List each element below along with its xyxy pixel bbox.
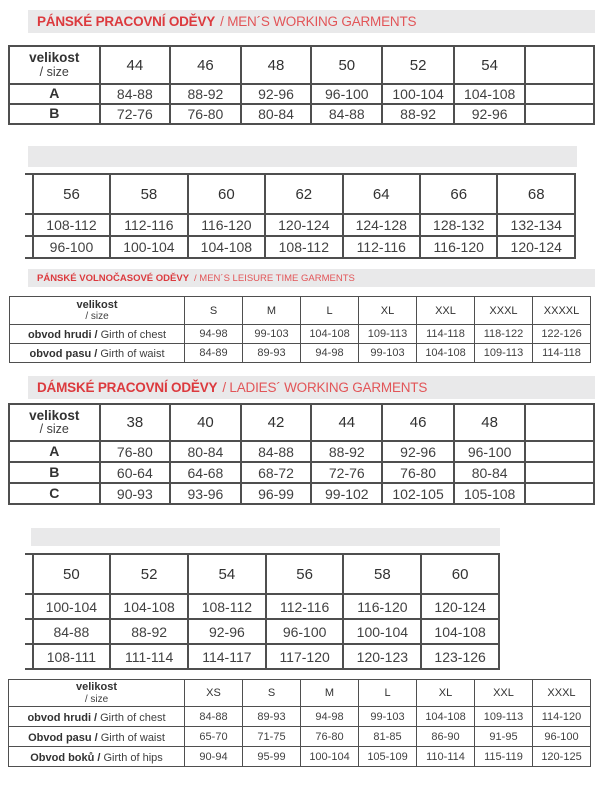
clipped-extra-column xyxy=(525,404,594,441)
size-column-header: XXXL xyxy=(533,680,591,707)
table-mens-leisure-sizes xyxy=(9,296,591,363)
section-header-mens-leisure xyxy=(28,269,595,287)
measurement-row xyxy=(10,325,591,344)
size-range-cell: 96-100 xyxy=(311,84,382,104)
clipped-extra-cell xyxy=(525,441,594,462)
size-range-cell: 94-98 xyxy=(301,344,359,363)
size-label-czech: velikost xyxy=(29,407,80,423)
size-range-cell: 60-64 xyxy=(100,462,171,483)
size-column-header: 50 xyxy=(311,46,382,84)
table-clip-ladies-leisure xyxy=(8,679,591,767)
size-range-cell: 96-100 xyxy=(454,441,526,462)
measurement-row xyxy=(25,644,499,669)
row-label xyxy=(25,619,33,644)
size-column-header: 48 xyxy=(241,46,312,84)
row-label-letter: B xyxy=(49,463,60,480)
size-range-cell: 104-108 xyxy=(417,344,475,363)
size-range-cell: 94-98 xyxy=(301,707,359,727)
clipped-extra-cell xyxy=(525,104,594,124)
size-range-cell: 84-89 xyxy=(185,344,243,363)
size-range-cell: 112-116 xyxy=(343,236,420,258)
size-header-row xyxy=(9,680,591,707)
row-label xyxy=(9,707,185,727)
clipped-label-header xyxy=(25,174,33,214)
row-label xyxy=(25,644,33,669)
size-range-cell: 120-123 xyxy=(343,644,421,669)
clipped-extra-cell xyxy=(525,84,594,104)
size-range-cell: 72-76 xyxy=(311,462,382,483)
measurement-row xyxy=(9,104,594,124)
size-column-header: 58 xyxy=(110,174,187,214)
size-range-cell: 114-118 xyxy=(417,325,475,344)
row-label-english: Girth of chest xyxy=(100,711,166,724)
size-label-header xyxy=(10,297,185,325)
size-range-cell: 104-108 xyxy=(417,707,475,727)
size-range-cell: 68-72 xyxy=(241,462,312,483)
size-range-cell: 100-104 xyxy=(382,84,454,104)
size-range-cell: 114-118 xyxy=(533,344,591,363)
size-range-cell: 84-88 xyxy=(33,619,111,644)
size-column-header: 60 xyxy=(421,554,499,594)
size-range-cell: 104-108 xyxy=(454,84,526,104)
measurement-row xyxy=(9,707,591,727)
size-range-cell: 92-96 xyxy=(454,104,526,124)
size-range-cell: 80-84 xyxy=(241,104,312,124)
size-range-cell: 90-93 xyxy=(100,483,171,504)
size-range-cell: 88-92 xyxy=(311,441,382,462)
measurement-row xyxy=(9,462,594,483)
table-clip-mens-leisure xyxy=(9,296,591,363)
row-label-czech: obvod pasu / xyxy=(29,348,98,360)
size-range-cell: 120-125 xyxy=(533,747,591,767)
size-range-cell: 76-80 xyxy=(382,462,454,483)
size-range-cell: 100-104 xyxy=(33,594,111,619)
size-range-cell: 122-126 xyxy=(533,325,591,344)
size-range-cell: 96-100 xyxy=(266,619,344,644)
size-range-cell: 96-100 xyxy=(33,236,110,258)
size-range-cell: 84-88 xyxy=(100,84,171,104)
measurement-row xyxy=(10,344,591,363)
size-range-cell: 109-113 xyxy=(359,325,417,344)
section-title-english: / MEN´S WORKING GARMENTS xyxy=(220,14,417,29)
size-range-cell: 111-114 xyxy=(110,644,188,669)
size-range-cell: 80-84 xyxy=(170,441,241,462)
size-range-cell: 128-132 xyxy=(420,214,497,236)
size-column-header: 54 xyxy=(188,554,266,594)
row-label-czech: Obvod boků / xyxy=(30,751,101,764)
size-range-cell: 84-88 xyxy=(241,441,312,462)
size-header-row xyxy=(9,404,594,441)
section-title-czech: PÁNSKÉ VOLNOČASOVÉ ODĚVY xyxy=(37,272,190,284)
size-column-header: 56 xyxy=(33,174,110,214)
size-range-cell: 64-68 xyxy=(170,462,241,483)
size-label-header xyxy=(9,680,185,707)
size-column-header: 66 xyxy=(420,174,497,214)
measurement-row xyxy=(25,619,499,644)
size-column-header: 38 xyxy=(100,404,171,441)
size-column-header: 52 xyxy=(110,554,188,594)
size-range-cell: 104-108 xyxy=(110,594,188,619)
size-column-header: 52 xyxy=(382,46,454,84)
table-clip-mens-44-54 xyxy=(8,45,595,125)
row-label xyxy=(9,441,100,462)
size-range-cell: 120-124 xyxy=(497,236,575,258)
size-header-row xyxy=(25,554,499,594)
size-column-header: 56 xyxy=(266,554,344,594)
section-title-czech: PÁNSKÉ PRACOVNÍ ODĚVY xyxy=(37,14,216,29)
size-range-cell: 90-94 xyxy=(185,747,243,767)
measurement-row xyxy=(9,441,594,462)
row-label-letter: B xyxy=(49,105,60,121)
size-range-cell: 102-105 xyxy=(382,483,454,504)
measurement-row xyxy=(25,214,575,236)
row-label xyxy=(9,84,100,104)
table-mens-working-sizes-44-54 xyxy=(8,45,595,125)
measurement-row xyxy=(9,483,594,504)
size-range-cell: 71-75 xyxy=(243,727,301,747)
section-title-english: / LADIES´ WORKING GARMENTS xyxy=(222,380,428,395)
size-range-cell: 112-116 xyxy=(266,594,344,619)
size-column-header: XXL xyxy=(417,297,475,325)
size-range-cell: 76-80 xyxy=(100,441,171,462)
size-range-cell: 91-95 xyxy=(475,727,533,747)
size-range-cell: 114-120 xyxy=(533,707,591,727)
size-column-header: 46 xyxy=(382,404,454,441)
size-label-czech: velikost xyxy=(29,50,80,66)
measurement-row xyxy=(9,84,594,104)
size-range-cell: 109-113 xyxy=(475,344,533,363)
size-range-cell: 132-134 xyxy=(497,214,575,236)
size-range-cell: 92-96 xyxy=(382,441,454,462)
size-range-cell: 88-92 xyxy=(170,84,241,104)
size-range-cell: 104-108 xyxy=(301,325,359,344)
size-range-cell: 108-112 xyxy=(33,214,110,236)
size-range-cell: 96-100 xyxy=(533,727,591,747)
size-range-cell: 123-126 xyxy=(421,644,499,669)
size-range-cell: 99-103 xyxy=(243,325,301,344)
size-range-cell: 99-103 xyxy=(359,344,417,363)
row-label-czech: Obvod pasu / xyxy=(28,731,98,744)
size-range-cell: 93-96 xyxy=(170,483,241,504)
clipped-extra-column xyxy=(525,46,594,84)
size-label-czech: velikost xyxy=(76,298,118,311)
size-label-english: / size xyxy=(39,422,69,437)
size-column-header: S xyxy=(243,680,301,707)
row-label-czech: obvod hrudi / xyxy=(27,711,98,724)
size-column-header: 50 xyxy=(33,554,111,594)
size-range-cell: 86-90 xyxy=(417,727,475,747)
size-header-row xyxy=(9,46,594,84)
size-range-cell: 95-99 xyxy=(243,747,301,767)
measurement-row xyxy=(25,594,499,619)
size-column-header: S xyxy=(185,297,243,325)
size-header-row xyxy=(10,297,591,325)
size-range-cell: 109-113 xyxy=(475,707,533,727)
size-range-cell: 96-99 xyxy=(241,483,312,504)
row-label-english: Girth of chest xyxy=(100,329,167,341)
size-range-cell: 100-104 xyxy=(343,619,421,644)
size-column-header: L xyxy=(359,680,417,707)
size-label-english: / size xyxy=(85,311,109,323)
size-label-czech: velikost xyxy=(76,681,117,694)
row-label-english: Girth of waist xyxy=(100,731,165,744)
size-range-cell: 112-116 xyxy=(110,214,187,236)
size-range-cell: 124-128 xyxy=(343,214,420,236)
section-title-english: / MEN´S LEISURE TIME GARMENTS xyxy=(194,272,355,284)
size-range-cell: 99-103 xyxy=(359,707,417,727)
size-range-cell: 81-85 xyxy=(359,727,417,747)
size-range-cell: 84-88 xyxy=(311,104,382,124)
size-label-header xyxy=(9,404,100,441)
row-label xyxy=(25,214,33,236)
size-column-header: M xyxy=(243,297,301,325)
size-column-header: L xyxy=(301,297,359,325)
separator-bar xyxy=(31,528,500,546)
section-title-czech: DÁMSKÉ PRACOVNÍ ODĚVY xyxy=(37,380,218,395)
size-range-cell: 104-108 xyxy=(188,236,265,258)
size-range-cell: 117-120 xyxy=(266,644,344,669)
row-label xyxy=(10,344,185,363)
size-column-header: XXXXL xyxy=(533,297,591,325)
size-range-cell: 105-109 xyxy=(359,747,417,767)
row-label xyxy=(25,236,33,258)
size-range-cell: 114-117 xyxy=(188,644,266,669)
size-range-cell: 88-92 xyxy=(382,104,454,124)
size-column-header: 64 xyxy=(343,174,420,214)
clipped-label-header xyxy=(25,554,33,594)
size-range-cell: 118-122 xyxy=(475,325,533,344)
row-label-english: Girth of waist xyxy=(100,348,165,360)
size-header-row xyxy=(25,174,575,214)
size-range-cell: 108-112 xyxy=(188,594,266,619)
size-range-cell: 100-104 xyxy=(110,236,187,258)
section-header-mens-working xyxy=(28,10,595,33)
size-range-cell: 99-102 xyxy=(311,483,382,504)
size-column-header: XL xyxy=(417,680,475,707)
size-range-cell: 116-120 xyxy=(188,214,265,236)
size-label-english: / size xyxy=(39,64,69,79)
size-column-header: 44 xyxy=(311,404,382,441)
size-column-header: XL xyxy=(359,297,417,325)
size-column-header: M xyxy=(301,680,359,707)
size-range-cell: 100-104 xyxy=(301,747,359,767)
size-range-cell: 80-84 xyxy=(454,462,526,483)
size-label-header xyxy=(9,46,100,84)
size-column-header: 40 xyxy=(170,404,241,441)
size-range-cell: 115-119 xyxy=(475,747,533,767)
size-column-header: 46 xyxy=(170,46,241,84)
row-label xyxy=(25,594,33,619)
size-range-cell: 72-76 xyxy=(100,104,171,124)
table-ladies-working-sizes-38-48 xyxy=(8,403,595,505)
table-clip-mens-56-68 xyxy=(25,173,576,259)
size-column-header: 60 xyxy=(188,174,265,214)
clipped-extra-cell xyxy=(525,462,594,483)
measurement-row xyxy=(9,747,591,767)
size-range-cell: 92-96 xyxy=(188,619,266,644)
size-range-cell: 108-111 xyxy=(33,644,111,669)
size-range-cell: 65-70 xyxy=(185,727,243,747)
row-label-english: Girth of hips xyxy=(103,751,163,764)
size-column-header: XS xyxy=(185,680,243,707)
size-column-header: XXXL xyxy=(475,297,533,325)
size-range-cell: 94-98 xyxy=(185,325,243,344)
size-column-header: XXL xyxy=(475,680,533,707)
row-label xyxy=(9,727,185,747)
size-range-cell: 110-114 xyxy=(417,747,475,767)
size-range-cell: 116-120 xyxy=(343,594,421,619)
table-mens-working-sizes-56-68 xyxy=(25,173,576,259)
table-ladies-leisure-sizes xyxy=(8,679,591,767)
row-label-czech: obvod hrudi / xyxy=(27,329,98,341)
separator-bar xyxy=(28,146,577,167)
row-label xyxy=(9,462,100,483)
size-range-cell: 76-80 xyxy=(170,104,241,124)
size-column-header: 62 xyxy=(265,174,342,214)
size-range-cell: 92-96 xyxy=(241,84,312,104)
table-ladies-working-sizes-50-60 xyxy=(25,553,500,670)
size-range-cell: 108-112 xyxy=(265,236,342,258)
size-column-header: 44 xyxy=(100,46,171,84)
table-clip-ladies-38-48 xyxy=(8,403,595,505)
row-label-letter: C xyxy=(49,484,60,501)
measurement-row xyxy=(25,236,575,258)
row-label-letter: A xyxy=(49,442,60,459)
measurement-row xyxy=(9,727,591,747)
table-clip-ladies-50-60 xyxy=(25,553,500,670)
row-label-letter: A xyxy=(49,85,60,101)
row-label xyxy=(9,747,185,767)
size-column-header: 42 xyxy=(241,404,312,441)
size-range-cell: 104-108 xyxy=(421,619,499,644)
size-range-cell: 105-108 xyxy=(454,483,526,504)
size-column-header: 68 xyxy=(497,174,575,214)
size-column-header: 58 xyxy=(343,554,421,594)
size-range-cell: 88-92 xyxy=(110,619,188,644)
section-header-ladies-working xyxy=(28,376,595,399)
size-column-header: 54 xyxy=(454,46,526,84)
size-label-english: / size xyxy=(84,693,109,705)
size-range-cell: 89-93 xyxy=(243,707,301,727)
size-range-cell: 84-88 xyxy=(185,707,243,727)
size-range-cell: 76-80 xyxy=(301,727,359,747)
clipped-extra-cell xyxy=(525,483,594,504)
size-range-cell: 89-93 xyxy=(243,344,301,363)
size-range-cell: 116-120 xyxy=(420,236,497,258)
size-range-cell: 120-124 xyxy=(421,594,499,619)
row-label xyxy=(10,325,185,344)
size-range-cell: 120-124 xyxy=(265,214,342,236)
row-label xyxy=(9,104,100,124)
row-label xyxy=(9,483,100,504)
size-column-header: 48 xyxy=(454,404,526,441)
